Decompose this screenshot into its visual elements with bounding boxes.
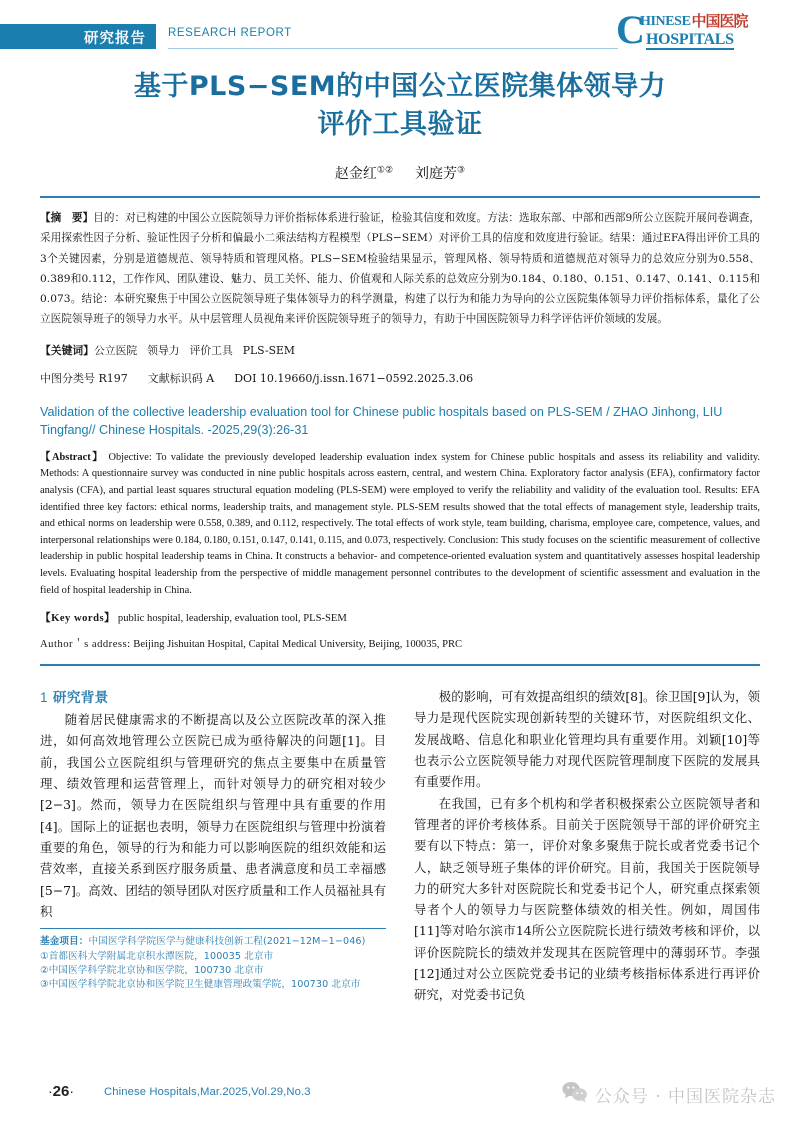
author-name-2: 刘庭芳 xyxy=(415,166,458,182)
body-columns xyxy=(0,686,800,1005)
chinese-abstract-text: 目的：对已构建的中国公立医院领导力评价指标体系进行验证，检验其信度和效度。方法：选取东部、中部和西部9所公立医院开展问卷调查，采用探索性因子分析、验证性因子分析和偏最小二乘法结构方程模型（PLS−SEM）对评价工具的信度和效度进行验证。结果：通过EFA得出评价工具的3个关键因素，分别是道德规范、领导特质和管理风格。PLS−SEM检验结果显示，管理风格、领导特质和道德规范对领导力的总效应分别为0.558、0.389和0.112，工作作风、团队建设、魅力、员工关怀、能力、价值观和人际关系的总效应分别为0.184、0.180、0.151、0.147、0.141、0.115和0.073。结论：本研究聚焦于中国公立医院领导班子集体领导力的科学测量，构建了以行为和能力为导向的公立医院集体领导力评价指标体系，量化了公立医院领导班子的领导力水平。从中层管理人员视角来评价医院领导班子的领导力，有助于中国医院领导力科学评估评价领域的发展。 xyxy=(40,212,761,326)
author-name-1: 赵金红 xyxy=(334,166,377,182)
logo-top-row xyxy=(640,14,748,29)
page-footer xyxy=(0,1081,800,1105)
footnote-block xyxy=(40,928,386,993)
paragraph-right-2: 在我国，已有多个机构和学者积极探索公立医院领导者和管理者的评价考核体系。目前关于医院领导干部的评价研究主要有以下特点：第一，评价对象多聚焦于院长或者党委书记个人，缺乏领导班子集体的评价研究。目前，我国关于医院领导力的研究大多针对医院院长和党委书记个人，研究重点探索领导者个人的领导力与医院整体绩效的相关性。例如，周国伟[11]等对哈尔滨市14所公立医院院长进行绩效考核和评价，以评价医院院长的绩效并发现其在医院管理中的薄弱环节。李强[12]通过对公立医院党委书记的业绩考核指标体系进行再评价研究，对党委书记负 xyxy=(414,795,760,1003)
english-keywords xyxy=(40,610,760,625)
fund-project-label: 基金项目： xyxy=(40,936,89,948)
journal-logo xyxy=(616,7,786,52)
english-abstract-label: 【Abstract】 xyxy=(40,451,105,463)
document-code-value: A xyxy=(206,371,215,385)
author-address-label: Author＇s address: xyxy=(40,639,131,651)
wechat-watermark xyxy=(562,1081,776,1108)
section-title: 研究背景 xyxy=(52,690,109,707)
logo-letter-c: C xyxy=(616,7,645,52)
affiliation-note-3: ③中国医学科学院北京协和医学院卫生健康管理政策学院，100730 北京市 xyxy=(40,979,361,991)
document-code-label: 文献标识码 xyxy=(147,371,203,385)
chinese-abstract-label: 【摘 要】 xyxy=(40,212,94,224)
english-keywords-label: 【Key words】 xyxy=(40,613,116,625)
section-number: 1 xyxy=(40,690,48,706)
english-abstract xyxy=(40,450,760,599)
fund-project-note xyxy=(40,935,386,949)
article-title-block xyxy=(0,68,800,144)
author-1-affiliation-mark: ①② xyxy=(376,165,394,176)
header-divider xyxy=(168,48,618,49)
article-title-line-2: 评价工具验证 xyxy=(317,109,483,140)
classification-line xyxy=(40,370,760,386)
logo-chinese-characters: 中国医院 xyxy=(691,12,748,30)
paragraph-left-1: 随着居民健康需求的不断提高以及公立医院改革的深入推进，如何高效地管理公立医院已成为亟待解决的问题[1]。目前，我国公立医院组织与管理研究的焦点主要集中在质量管理、绩效管理和运营管理上，而针对领导力的研究相对较少[2−3]。然而，领导力在医院组织与管理中具有重要的作用[4]。国际上的证据也表明，领导力在医院组织与管理中扮演着重要的角色，领导的行为和能力可以影响医院的组织效能和运营效率，直接关系到医疗服务质量、患者满意度和员工幸福感[5−7]。高效、团结的领导团队对医疗质量和工作人员福祉具有积 xyxy=(40,712,386,919)
abstract-bottom-divider xyxy=(40,664,760,666)
page-number: ·26· xyxy=(48,1083,75,1100)
keyword-cn-1: 公立医院 xyxy=(93,343,138,357)
author-2-affiliation-mark: ③ xyxy=(457,165,466,176)
author-address xyxy=(40,636,760,651)
english-abstract-text: Objective: To validate the previously developed leadership evaluation index system for Chinese public hospitals and assess its reliability and validity. Methods: A questionnaire survey was conducted in nine public hospitals across eastern, central, and western China. Exploratory factor analysis (EFA), confirmatory factor analysis (CFA), and partial least squares structural equation modeling (PLS-SEM) were employed to verify the reliability and validity of the evaluation tool. Results: EFA identified three key factors: ethical norms, leadership traits, and management style. PLS-SEM results showed that the total effects of management style, leadership traits, and ethical norms on leadership were 0.558, 0.389, and 0.112, respectively. The total effects of work style, team building, charisma, employee care, competence, values, and interpersonal relationships were 0.184, 0.180, 0.151, 0.147, 0.141, 0.115, and 0.073, respectively. Conclusion: This study focuses on the scientific measurement of collective leadership in public hospital leadership teams in China. It constructs a behavior- and competence-oriented evaluation system and quantitatively assesses hospital leadership levels. Evaluating hospital leadership from the perspective of middle management personnel contributes to the development of scientific assessment and evaluation in the field of hospital leadership in China. xyxy=(40,451,760,596)
article-title-line-1: 基于PLS−SEM的中国公立医院集体领导力 xyxy=(133,71,667,102)
author-address-text: Beijing Jishuitan Hospital, Capital Medical University, Beijing, 100035, PRC xyxy=(133,639,463,651)
section-band-label: 研究报告 xyxy=(84,31,146,47)
keyword-cn-3: 评价工具 xyxy=(189,343,233,357)
affiliation-note-2: ②中国医学科学院北京协和医学院，100730 北京市 xyxy=(40,964,264,976)
chinese-keywords xyxy=(40,343,760,358)
section-heading-1 xyxy=(40,686,386,706)
english-keywords-text: public hospital, leadership, evaluation tool, PLS-SEM xyxy=(117,613,347,625)
author-line xyxy=(0,163,800,183)
clc-value: R197 xyxy=(98,371,128,385)
wechat-label: 公众号 · 中国医院杂志 xyxy=(594,1087,776,1107)
right-column xyxy=(414,686,760,1005)
paragraph-right-1: 极的影响，可有效提高组织的绩效[8]。徐卫国[9]认为，领导力是现代医院实现创新转型的关键环节，对医院组织文化、发展战略、信息化和职业化管理均具有重要作用。刘颖[10]等也表示公立医院领导能力对现代医院管理制度下医院的发展具有重要作用。 xyxy=(414,689,760,790)
logo-hinese-text: HINESE xyxy=(640,14,691,29)
wechat-icon xyxy=(562,1081,588,1108)
section-band xyxy=(0,24,156,49)
affiliation-note-1: ①首都医科大学附属北京积水潭医院，100035 北京市 xyxy=(40,950,274,962)
footer-journal-info: Chinese Hospitals,Mar.2025,Vol.29,No.3 xyxy=(104,1086,311,1098)
doi-value[interactable]: 10.19660/j.issn.1671−0592.2025.3.06 xyxy=(259,371,474,385)
section-band-english-label: RESEARCH REPORT xyxy=(168,27,292,39)
keyword-cn-2: 领导力 xyxy=(147,343,180,357)
page-number-value: 26 xyxy=(52,1083,70,1100)
clc-label: 中图分类号 xyxy=(40,371,95,385)
doi-label: DOI xyxy=(234,371,257,385)
chinese-abstract xyxy=(40,208,760,330)
fund-project-text: 中国医学科学院医学与健康科技创新工程(2021−12M−1−046) xyxy=(88,936,366,948)
logo-hospitals-text: HOSPITALS xyxy=(646,31,734,48)
keyword-cn-4: PLS-SEM xyxy=(242,343,295,357)
english-title: Validation of the collective leadership evaluation tool for Chinese public hospitals based on PLS-SEM / ZHAO Jinhong, LIU Tingfang// Chinese Hospitals. -2025,29(3):26-31 xyxy=(40,404,723,437)
abstract-zone xyxy=(0,198,800,651)
chinese-keywords-label: 【关键词】 xyxy=(40,343,94,357)
page-header xyxy=(0,0,800,62)
